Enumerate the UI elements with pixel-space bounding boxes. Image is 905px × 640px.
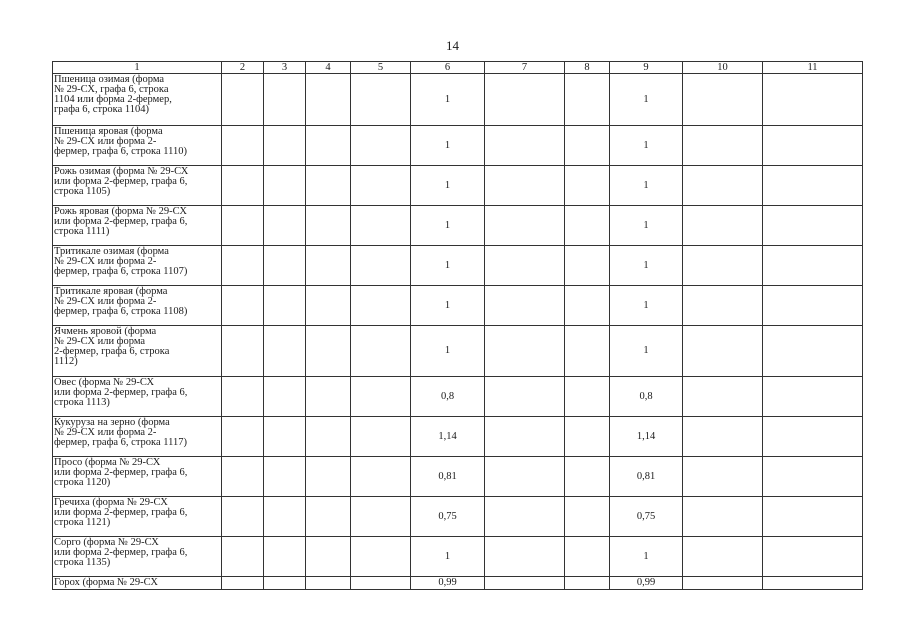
coefficient-col6: 1 (411, 126, 485, 166)
column-header-10: 10 (683, 62, 763, 74)
crop-name-cell: Тритикале яровая (форма № 29-СХ или форма 2- фермер, графа 6, строка 1108) (53, 286, 222, 326)
column-header-5: 5 (351, 62, 411, 74)
column-header-11: 11 (763, 62, 863, 74)
crop-name-cell: Тритикале озимая (форма № 29-СХ или форма 2- фермер, графа 6, строка 1107) (53, 246, 222, 286)
crop-name-cell: Сорго (форма № 29-СХ или форма 2-фермер, графа 6, строка 1135) (53, 537, 222, 577)
crop-name-cell: Рожь яровая (форма № 29-СХ или форма 2-фермер, графа 6, строка 1111) (53, 206, 222, 246)
coefficient-col6: 1 (411, 286, 485, 326)
column-header-6: 6 (411, 62, 485, 74)
table-row (53, 537, 863, 577)
column-header-3: 3 (264, 62, 306, 74)
table-row (53, 497, 863, 537)
coefficient-col6: 0,99 (411, 577, 485, 590)
crop-name-cell: Горох (форма № 29-СХ (53, 577, 222, 590)
coefficient-col6: 0,8 (411, 377, 485, 417)
table-row (53, 326, 863, 377)
crop-name-cell: Рожь озимая (форма № 29-СХ или форма 2-фермер, графа 6, строка 1105) (53, 166, 222, 206)
coefficient-col6: 1 (411, 206, 485, 246)
table-row (53, 286, 863, 326)
coefficient-col9: 0,81 (610, 457, 683, 497)
column-header-7: 7 (485, 62, 565, 74)
table-row (53, 166, 863, 206)
header-row (53, 62, 863, 74)
coefficient-col9: 0,99 (610, 577, 683, 590)
column-header-4: 4 (306, 62, 351, 74)
coefficient-col9: 1 (610, 537, 683, 577)
coefficient-col6: 1 (411, 326, 485, 377)
coefficient-col9: 1 (610, 286, 683, 326)
column-header-9: 9 (610, 62, 683, 74)
crop-name-cell: Овес (форма № 29-СХ или форма 2-фермер, графа 6, строка 1113) (53, 377, 222, 417)
page-number: 14 (446, 38, 459, 53)
table-row (53, 577, 863, 590)
crop-name-cell: Пшеница озимая (форма № 29-СХ, графа 6, строка 1104 или форма 2-фермер, графа 6, строка 1104) (53, 74, 222, 126)
coefficient-col6: 1,14 (411, 417, 485, 457)
coefficient-table (52, 61, 863, 590)
crop-name-cell: Ячмень яровой (форма № 29-СХ или форма 2-фермер, графа 6, строка 1112) (53, 326, 222, 377)
coefficient-col9: 0,75 (610, 497, 683, 537)
table-row (53, 126, 863, 166)
crop-name-cell: Кукуруза на зерно (форма № 29-СХ или форма 2- фермер, графа 6, строка 1117) (53, 417, 222, 457)
column-header-2: 2 (222, 62, 264, 74)
coefficient-col9: 1 (610, 206, 683, 246)
coefficient-col9: 1 (610, 326, 683, 377)
coefficient-col6: 1 (411, 537, 485, 577)
column-header-8: 8 (565, 62, 610, 74)
coefficient-col6: 1 (411, 166, 485, 206)
column-header-1: 1 (53, 62, 222, 74)
crop-name-cell: Гречиха (форма № 29-СХ или форма 2-фермер, графа 6, строка 1121) (53, 497, 222, 537)
coefficient-col6: 0,75 (411, 497, 485, 537)
coefficient-col9: 1 (610, 74, 683, 126)
coefficient-col6: 1 (411, 74, 485, 126)
coefficient-col9: 0,8 (610, 377, 683, 417)
table-row (53, 377, 863, 417)
coefficient-col6: 0,81 (411, 457, 485, 497)
crop-name-cell: Просо (форма № 29-СХ или форма 2-фермер, графа 6, строка 1120) (53, 457, 222, 497)
coefficient-col9: 1 (610, 166, 683, 206)
coefficient-col6: 1 (411, 246, 485, 286)
coefficient-col9: 1 (610, 246, 683, 286)
coefficient-col9: 1 (610, 126, 683, 166)
coefficient-col9: 1,14 (610, 417, 683, 457)
table-row (53, 74, 863, 126)
crop-name-cell: Пшеница яровая (форма № 29-СХ или форма 2- фермер, графа 6, строка 1110) (53, 126, 222, 166)
table-row (53, 457, 863, 497)
table-row (53, 417, 863, 457)
table-row (53, 206, 863, 246)
table-row (53, 246, 863, 286)
